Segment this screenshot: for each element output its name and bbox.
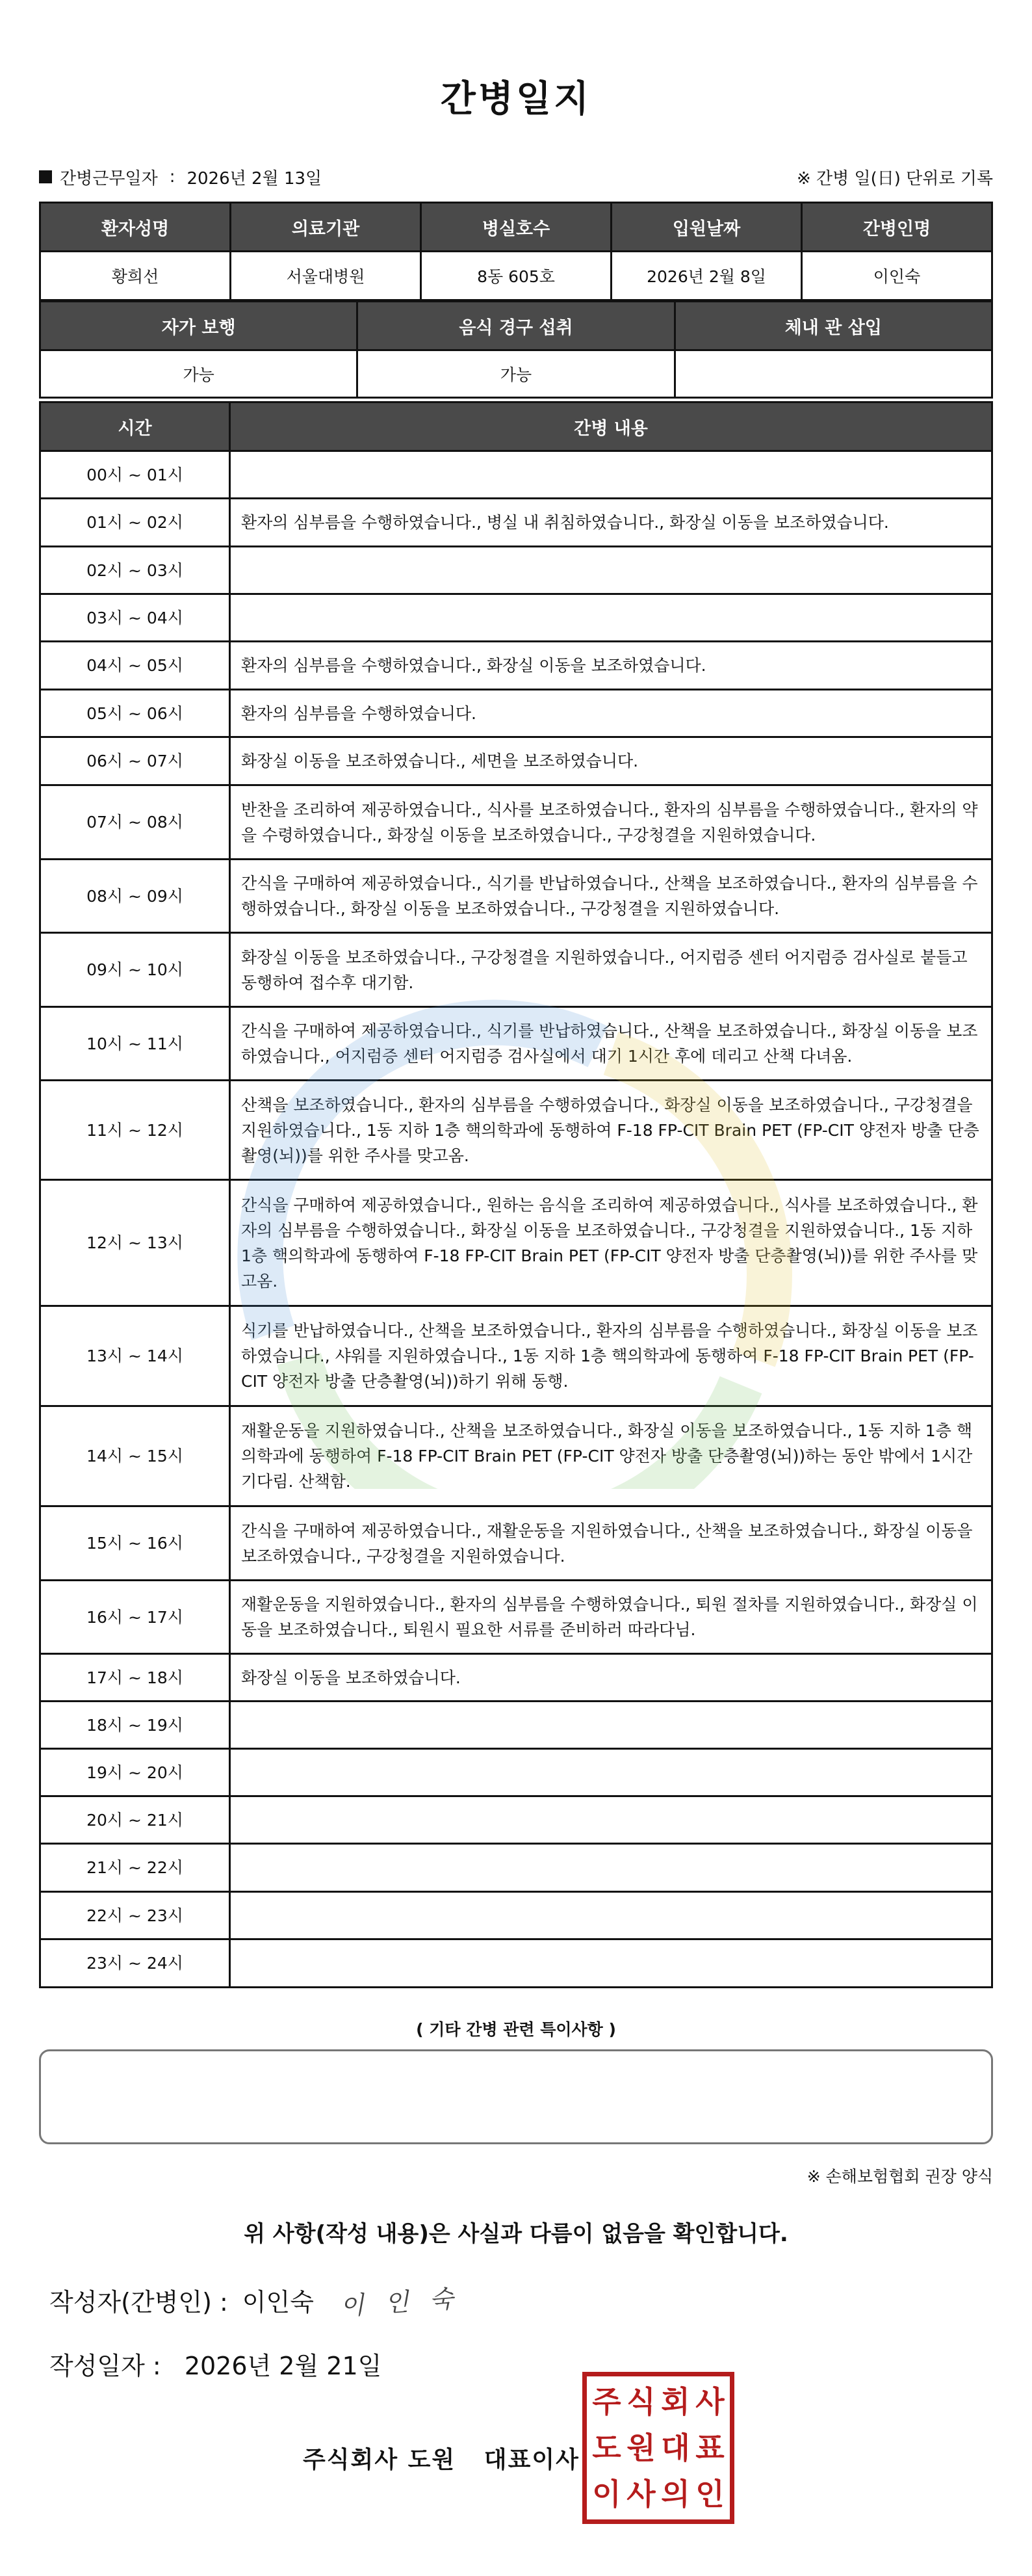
care-log-time: 00시 ~ 01시	[40, 451, 230, 499]
header-oral-intake: 음식 경구 섭취	[357, 302, 675, 350]
seal-char: 표	[695, 2430, 725, 2465]
care-log-time: 07시 ~ 08시	[40, 785, 230, 860]
writer-label: 작성자(간병인) :	[49, 2288, 228, 2317]
patient-name: 황희선	[40, 252, 231, 300]
care-log-row	[40, 1306, 992, 1406]
oral-intake: 가능	[357, 350, 675, 398]
care-log-row	[40, 1654, 992, 1702]
seal-char: 주	[592, 2384, 621, 2420]
care-log-content	[230, 451, 992, 499]
care-log-content	[230, 1939, 992, 1988]
care-log-time: 22시 ~ 23시	[40, 1892, 230, 1939]
unit-note: ※ 간병 일(日) 단위로 기록	[796, 168, 993, 189]
seal-char: 도	[592, 2430, 621, 2465]
confirm-statement: 위 사항(작성 내용)은 사실과 다름이 없음을 확인합니다.	[244, 2221, 788, 2247]
care-log-time: 20시 ~ 21시	[40, 1796, 230, 1844]
care-log-row	[40, 1939, 992, 1988]
seal-char: 대	[661, 2430, 690, 2465]
hospital: 서울대병원	[231, 252, 421, 300]
written-date-value: 2026년 2월 21일	[184, 2352, 382, 2380]
care-log-content: 반찬을 조리하여 제공하였습니다., 식사를 보조하였습니다., 환자의 심부름을 수행하였습니다., 환자의 약을 수령하였습니다., 화장실 이동을 보조하였습니다., 구강청결을 지원하였습니다.	[230, 785, 992, 860]
care-log-content: 환자의 심부름을 수행하였습니다., 화장실 이동을 보조하였습니다.	[230, 642, 992, 690]
care-log-content: 간식을 구매하여 제공하였습니다., 재활운동을 지원하였습니다., 산책을 보조하였습니다., 화장실 이동을 보조하였습니다., 구강청결을 지원하였습니다.	[230, 1506, 992, 1581]
care-log-time: 08시 ~ 09시	[40, 860, 230, 933]
care-log-row	[40, 1406, 992, 1506]
seal-char: 의	[661, 2476, 690, 2512]
writer-line	[49, 2282, 461, 2321]
care-log-content: 화장실 이동을 보조하였습니다.	[230, 1654, 992, 1702]
care-log-time: 14시 ~ 15시	[40, 1406, 230, 1506]
care-log-content	[230, 594, 992, 642]
care-log-row	[40, 499, 992, 547]
meta-row	[39, 164, 993, 190]
writer-signature: 이 인 숙	[339, 2283, 461, 2321]
care-log-time: 13시 ~ 14시	[40, 1306, 230, 1406]
care-log-row	[40, 594, 992, 642]
patient-info-value-row	[40, 252, 992, 300]
care-log-content: 식기를 반납하였습니다., 산책을 보조하였습니다., 환자의 심부름을 수행하였습니다., 화장실 이동을 보조하였습니다., 샤워를 지원하였습니다., 1동 지하 1층 핵의학과에 동행하여 F-18 FP-CIT Brain PET (FP-CIT 양전자 방출 단층촬영(뇌))하기 위해 동행.	[230, 1306, 992, 1406]
square-bullet-icon	[39, 170, 52, 183]
care-log-row	[40, 785, 992, 860]
work-date-value: 2026년 2월 13일	[187, 168, 322, 189]
care-log-row	[40, 1007, 992, 1081]
care-log-content: 간식을 구매하여 제공하였습니다., 식기를 반납하였습니다., 산책을 보조하였습니다., 환자의 심부름을 수행하였습니다., 화장실 이동을 보조하였습니다., 구강청결을 지원하였습니다.	[230, 860, 992, 933]
header-tube-insertion: 체내 관 삽입	[675, 302, 992, 350]
care-log-time: 19시 ~ 20시	[40, 1749, 230, 1796]
tube-insertion	[675, 350, 992, 398]
care-log-row	[40, 642, 992, 690]
care-log-time: 11시 ~ 12시	[40, 1081, 230, 1180]
care-log-content: 화장실 이동을 보조하였습니다., 구강청결을 지원하였습니다., 어지럼증 센터 어지럼증 검사실로 붙들고 동행하여 접수후 대기함.	[230, 933, 992, 1007]
care-log-content	[230, 1702, 992, 1749]
care-log-row	[40, 1081, 992, 1180]
company-seal	[582, 2372, 734, 2524]
header-hospital: 의료기관	[231, 203, 421, 252]
header-time: 시간	[40, 402, 230, 451]
care-log-row	[40, 1180, 992, 1306]
patient-info-table	[39, 202, 993, 301]
care-log-row	[40, 933, 992, 1007]
care-log-row	[40, 1796, 992, 1844]
care-log-content: 환자의 심부름을 수행하였습니다.	[230, 690, 992, 737]
care-log-time: 10시 ~ 11시	[40, 1007, 230, 1081]
header-room: 병실호수	[421, 203, 612, 252]
work-date-label: 간병근무일자	[60, 168, 158, 189]
care-log-time: 15시 ~ 16시	[40, 1506, 230, 1581]
document-title: 간병일지	[440, 78, 592, 120]
care-log-content	[230, 1892, 992, 1939]
work-date	[39, 165, 322, 189]
care-log-row	[40, 1892, 992, 1939]
admission-date: 2026년 2월 8일	[612, 252, 802, 300]
care-log-content: 재활운동을 지원하였습니다., 환자의 심부름을 수행하였습니다., 퇴원 절차를 지원하였습니다., 화장실 이동을 보조하였습니다., 퇴원시 필요한 서류를 준비하러 따라다님.	[230, 1581, 992, 1654]
room-number: 8동 605호	[421, 252, 612, 300]
care-log-time: 05시 ~ 06시	[40, 690, 230, 737]
care-log-content: 간식을 구매하여 제공하였습니다., 식기를 반납하였습니다., 산책을 보조하였습니다., 화장실 이동을 보조하였습니다., 어지럼증 센터 어지럼증 검사실에서 대기 1시간 후에 데리고 산책 다녀옴.	[230, 1007, 992, 1081]
care-log-content: 산책을 보조하였습니다., 환자의 심부름을 수행하였습니다., 화장실 이동을 보조하였습니다., 구강청결을 지원하였습니다., 1동 지하 1층 핵의학과에 동행하여 F-18 FP-CIT Brain PET (FP-CIT 양전자 방출 단층촬영(뇌))를 위한 주사를 맞고옴.	[230, 1081, 992, 1180]
care-log-time: 09시 ~ 10시	[40, 933, 230, 1007]
care-log-time: 02시 ~ 03시	[40, 547, 230, 594]
care-log-row	[40, 1506, 992, 1581]
capability-header-row	[40, 302, 992, 350]
care-log-row	[40, 1749, 992, 1796]
care-log-header-row	[40, 402, 992, 451]
seal-char: 원	[626, 2430, 656, 2465]
notes-box[interactable]	[39, 2049, 993, 2144]
care-log-row	[40, 451, 992, 499]
writer-name: 이인숙	[242, 2288, 314, 2317]
capability-table	[39, 300, 993, 399]
caregiver-name: 이인숙	[802, 252, 992, 300]
care-log-row	[40, 1844, 992, 1892]
care-log-content: 간식을 구매하여 제공하였습니다., 원하는 음식을 조리하여 제공하였습니다., 식사를 보조하였습니다., 환자의 심부름을 수행하였습니다., 화장실 이동을 보조하였습니다., 구강청결을 지원하였습니다., 1동 지하 1층 핵의학과에 동행하여 F-18 FP-CIT Brain PET (FP-CIT 양전자 방출 단층촬영(뇌))를 위한 주사를 맞고옴.	[230, 1180, 992, 1306]
care-log-row	[40, 1581, 992, 1654]
seal-char: 사	[695, 2384, 725, 2420]
capability-value-row	[40, 350, 992, 398]
care-log-content: 재활운동을 지원하였습니다., 산책을 보조하였습니다., 화장실 이동을 보조하였습니다., 1동 지하 1층 핵의학과에 동행하여 F-18 FP-CIT Brain PET (FP-CIT 양전자 방출 단층촬영(뇌))하는 동안 밖에서 1시간 기다림. 산책함.	[230, 1406, 992, 1506]
work-date-sep: :	[169, 167, 175, 187]
care-log-content: 환자의 심부름을 수행하였습니다., 병실 내 취침하였습니다., 화장실 이동을 보조하였습니다.	[230, 499, 992, 547]
care-log-content	[230, 547, 992, 594]
care-log-time: 17시 ~ 18시	[40, 1654, 230, 1702]
care-log-content	[230, 1844, 992, 1892]
care-log-time: 12시 ~ 13시	[40, 1180, 230, 1306]
header-care-content: 간병 내용	[230, 402, 992, 451]
care-log-content	[230, 1796, 992, 1844]
care-log-time: 06시 ~ 07시	[40, 737, 230, 785]
care-log-row	[40, 690, 992, 737]
care-log-body	[40, 451, 992, 1988]
self-walking: 가능	[40, 350, 357, 398]
care-log-time: 03시 ~ 04시	[40, 594, 230, 642]
header-caregiver-name: 간병인명	[802, 203, 992, 252]
seal-char: 회	[661, 2384, 690, 2420]
care-log-time: 23시 ~ 24시	[40, 1939, 230, 1988]
seal-char: 사	[626, 2476, 656, 2512]
care-log-row	[40, 1702, 992, 1749]
care-log-time: 18시 ~ 19시	[40, 1702, 230, 1749]
care-log-row	[40, 737, 992, 785]
company-name: 주식회사 도원 대표이사	[303, 2447, 580, 2473]
header-admission-date: 입원날짜	[612, 203, 802, 252]
care-log-time: 04시 ~ 05시	[40, 642, 230, 690]
header-self-walking: 자가 보행	[40, 302, 357, 350]
care-log-row	[40, 860, 992, 933]
seal-char: 이	[592, 2476, 621, 2512]
notes-text	[41, 2051, 991, 2072]
care-log-time: 16시 ~ 17시	[40, 1581, 230, 1654]
notes-label: ( 기타 간병 관련 특이사항 )	[416, 2020, 616, 2039]
care-log-row	[40, 547, 992, 594]
patient-info-header-row	[40, 203, 992, 252]
care-log-content: 화장실 이동을 보조하였습니다., 세면을 보조하였습니다.	[230, 737, 992, 785]
written-date-label: 작성일자 :	[49, 2352, 161, 2380]
care-log-time: 21시 ~ 22시	[40, 1844, 230, 1892]
seal-char: 인	[695, 2476, 725, 2512]
recommend-note: ※ 손해보험협회 권장 양식	[806, 2167, 993, 2186]
care-log-table	[39, 401, 993, 1988]
care-log-content	[230, 1749, 992, 1796]
care-log-time: 01시 ~ 02시	[40, 499, 230, 547]
written-date	[49, 2346, 381, 2382]
header-patient-name: 환자성명	[40, 203, 231, 252]
seal-char: 식	[626, 2384, 656, 2420]
